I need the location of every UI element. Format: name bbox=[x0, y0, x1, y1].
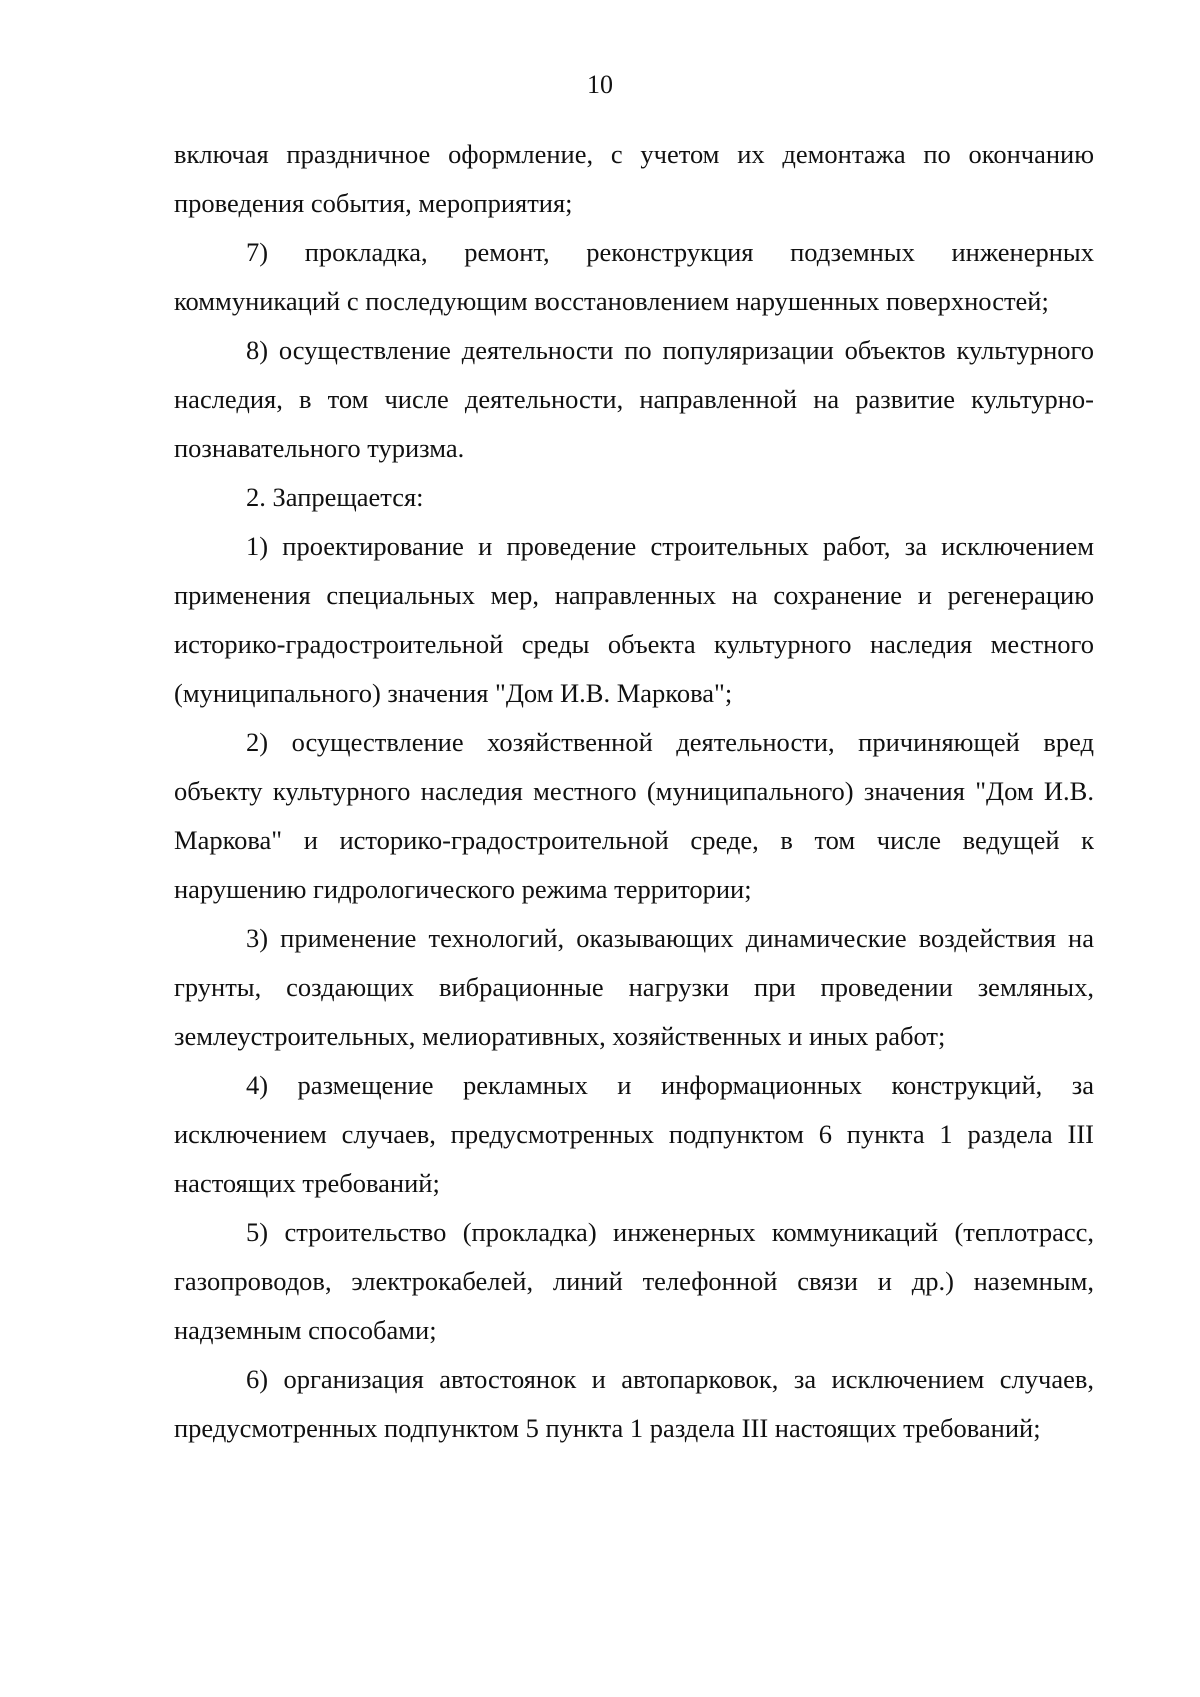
page-number: 10 bbox=[587, 70, 613, 99]
prohibition-item-2: 2) осуществление хозяйственной деятельности, причиняющей вред объекту культурного наследия местного (муниципального) значения "Дом И.В. Маркова" и историко-градостроительной среде, в том числе ведущей к нарушению гидрологического режима территории; bbox=[174, 727, 1094, 904]
document-body bbox=[174, 130, 1094, 1453]
prohibition-item-6: 6) организация автостоянок и автопарковок, за исключением случаев, предусмотренных подпунктом 5 пункта 1 раздела III настоящих требований; bbox=[174, 1364, 1094, 1443]
prohibition-item-5: 5) строительство (прокладка) инженерных коммуникаций (теплотрасс, газопроводов, электрокабелей, линий телефонной связи и др.) наземным, надземным способами; bbox=[174, 1217, 1094, 1345]
paragraph-continuation: включая праздничное оформление, с учетом их демонтажа по окончанию проведения события, мероприятия; bbox=[174, 139, 1094, 218]
prohibition-item-4: 4) размещение рекламных и информационных конструкций, за исключением случаев, предусмотренных подпунктом 6 пункта 1 раздела III настоящих требований; bbox=[174, 1070, 1094, 1198]
prohibition-item-3: 3) применение технологий, оказывающих динамические воздействия на грунты, создающих вибрационные нагрузки при проведении земляных, землеустроительных, мелиоративных, хозяйственных и иных работ; bbox=[174, 923, 1094, 1051]
paragraph-item-8: 8) осуществление деятельности по популяризации объектов культурного наследия, в том числе деятельности, направленной на развитие культурно-познавательного туризма. bbox=[174, 335, 1094, 463]
section-heading-prohibited: 2. Запрещается: bbox=[246, 482, 424, 512]
prohibition-item-1: 1) проектирование и проведение строительных работ, за исключением применения специальных мер, направленных на сохранение и регенерацию историко-градостроительной среды объекта культурного наследия местного (муниципального) значения "Дом И.В. Маркова"; bbox=[174, 531, 1094, 708]
paragraph-item-7: 7) прокладка, ремонт, реконструкция подземных инженерных коммуникаций с последующим восстановлением нарушенных поверхностей; bbox=[174, 237, 1094, 316]
